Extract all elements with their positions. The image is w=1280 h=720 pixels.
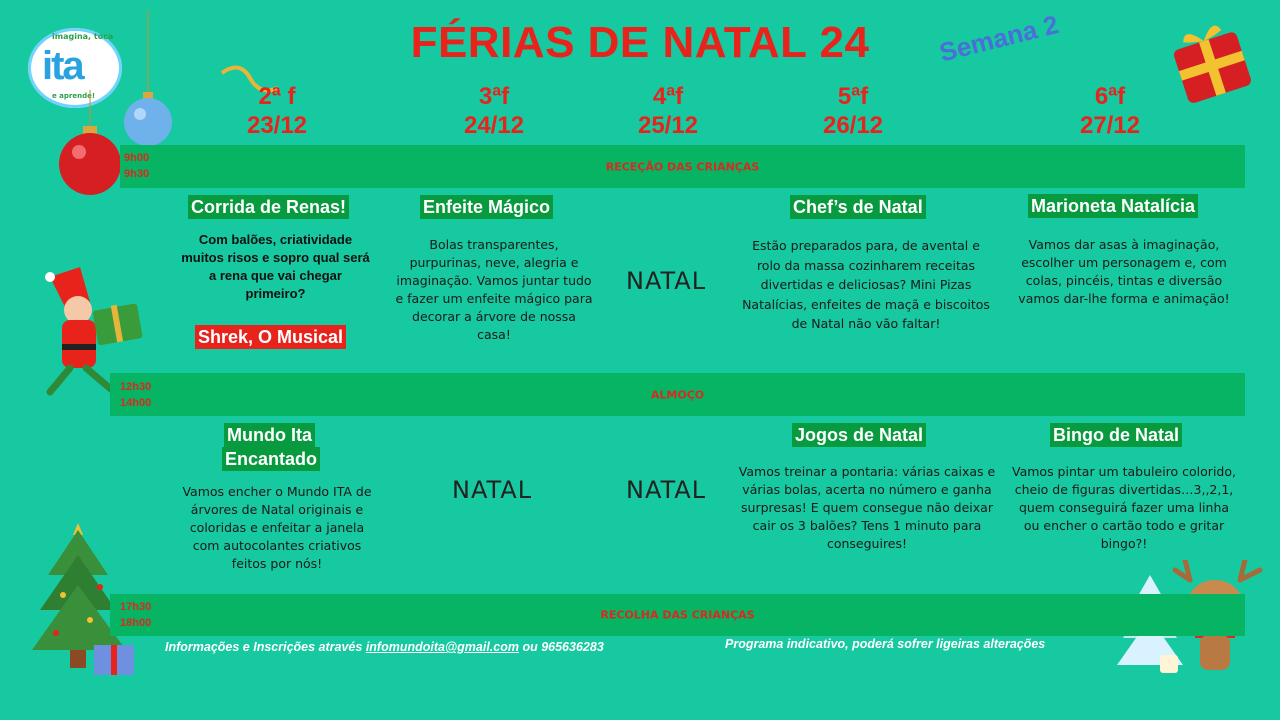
activity-desc-mon-am: Com balões, criatividade muitos risos e sopro qual será a rena que vai chegar primeiro? <box>181 232 370 301</box>
footer-info <box>165 640 604 654</box>
lunch-band <box>110 373 1245 416</box>
day-name: 3ªf <box>478 83 510 110</box>
holiday-wed-pm: NATAL <box>626 476 707 504</box>
day-date: 27/12 <box>1079 112 1141 139</box>
reception-time <box>124 150 149 182</box>
time-start: 17h30 <box>120 601 152 613</box>
day-header-tue <box>414 82 574 140</box>
activity-title-tue-am: Enfeite Mágico <box>420 195 553 219</box>
activity-desc-fri-am: Vamos dar asas à imaginação, escolher um personagem e, com colas, pincéis, tintas e diversão vamos dar-lhe forma e animação! <box>1018 237 1230 306</box>
pickup-time <box>120 599 151 631</box>
day-header-wed <box>588 82 748 140</box>
footer-note: Programa indicativo, poderá sofrer ligeiras alterações <box>725 637 1046 651</box>
activity-title-mon-pm-2: Encantado <box>222 447 320 471</box>
day-header-mon <box>197 82 357 140</box>
lunch-label: ALMOÇO <box>650 388 705 401</box>
email-link[interactable]: infomundoita@gmail.com <box>365 640 519 654</box>
special-event-mon: Shrek, O Musical <box>195 325 346 349</box>
day-date: 26/12 <box>822 112 884 139</box>
time-end: 18h00 <box>120 617 152 629</box>
holiday-wed-am: NATAL <box>626 267 707 295</box>
page-title: FÉRIAS DE NATAL 24 <box>410 18 870 67</box>
day-header-thu <box>773 82 933 140</box>
footer-info-prefix: Informações e Inscrições através <box>165 640 366 654</box>
activity-title-mon-pm-1: Mundo Ita <box>224 423 315 447</box>
activity-title-thu-pm: Jogos de Natal <box>792 423 926 447</box>
pickup-label: RECOLHA DAS CRIANÇAS <box>600 608 755 622</box>
pickup-band <box>110 594 1245 636</box>
reception-band <box>120 145 1245 188</box>
lunch-time <box>120 379 151 411</box>
red-ornament-icon <box>55 90 125 200</box>
day-name: 2ª f <box>258 83 296 110</box>
day-date: 23/12 <box>246 112 308 139</box>
time-end: 9h30 <box>124 168 150 180</box>
day-date: 25/12 <box>637 112 699 139</box>
logo-tagline-bottom: e aprende! <box>52 92 96 100</box>
day-date: 24/12 <box>463 112 525 139</box>
time-end: 14h00 <box>120 397 152 409</box>
day-name: 4ªf <box>652 83 684 110</box>
activity-desc-fri-pm: Vamos pintar um tabuleiro colorido, cheio de figuras divertidas…3,,2,1, quem conseguirá fazer uma linha ou encher o cartão todo e gritar bingo?! <box>1012 464 1236 551</box>
footer-info-suffix: ou 965636283 <box>518 640 604 654</box>
day-name: 6ªf <box>1094 83 1126 110</box>
time-start: 9h00 <box>124 152 150 164</box>
day-name: 5ªf <box>837 83 869 110</box>
holiday-tue-pm: NATAL <box>452 476 533 504</box>
day-header-fri <box>1030 82 1190 140</box>
activity-title-fri-am: Marioneta Natalícia <box>1028 194 1198 218</box>
time-start: 12h30 <box>120 381 152 393</box>
week-label: Semana 2 <box>936 9 1062 68</box>
activity-title-mon-am: Corrida de Renas! <box>188 195 349 219</box>
logo-wordmark: ita <box>42 44 83 88</box>
activity-title-fri-pm: Bingo de Natal <box>1050 423 1182 447</box>
activity-desc-tue-am: Bolas transparentes, purpurinas, neve, alegria e imaginação. Vamos juntar tudo e fazer um enfeite mágico para decorar a árvore de nossa casa! <box>395 237 593 342</box>
logo-tagline-top: imagina, toca <box>52 32 114 41</box>
activity-desc-thu-pm: Vamos treinar a pontaria: várias caixas e várias bolas, acerta no número e ganha surpresas! E quem consegue não deixar cair os 3 balões? Tens 1 minuto para conseguires! <box>738 464 996 551</box>
activity-title-thu-am: Chef’s de Natal <box>790 195 926 219</box>
activity-desc-mon-pm: Vamos encher o Mundo ITA de árvores de Natal originais e coloridas e enfeitar a janela com autocolantes criativos feitos por nós! <box>182 484 372 571</box>
reception-label: RECEÇÃO DAS CRIANÇAS <box>605 160 760 173</box>
activity-desc-thu-am: Estão preparados para, de avental e rolo da massa cozinharem receitas divertidas e deliciosas? Mini Pizas Natalícias, enfeites de maçã e biscoitos de Natal não vão faltar! <box>742 238 990 331</box>
